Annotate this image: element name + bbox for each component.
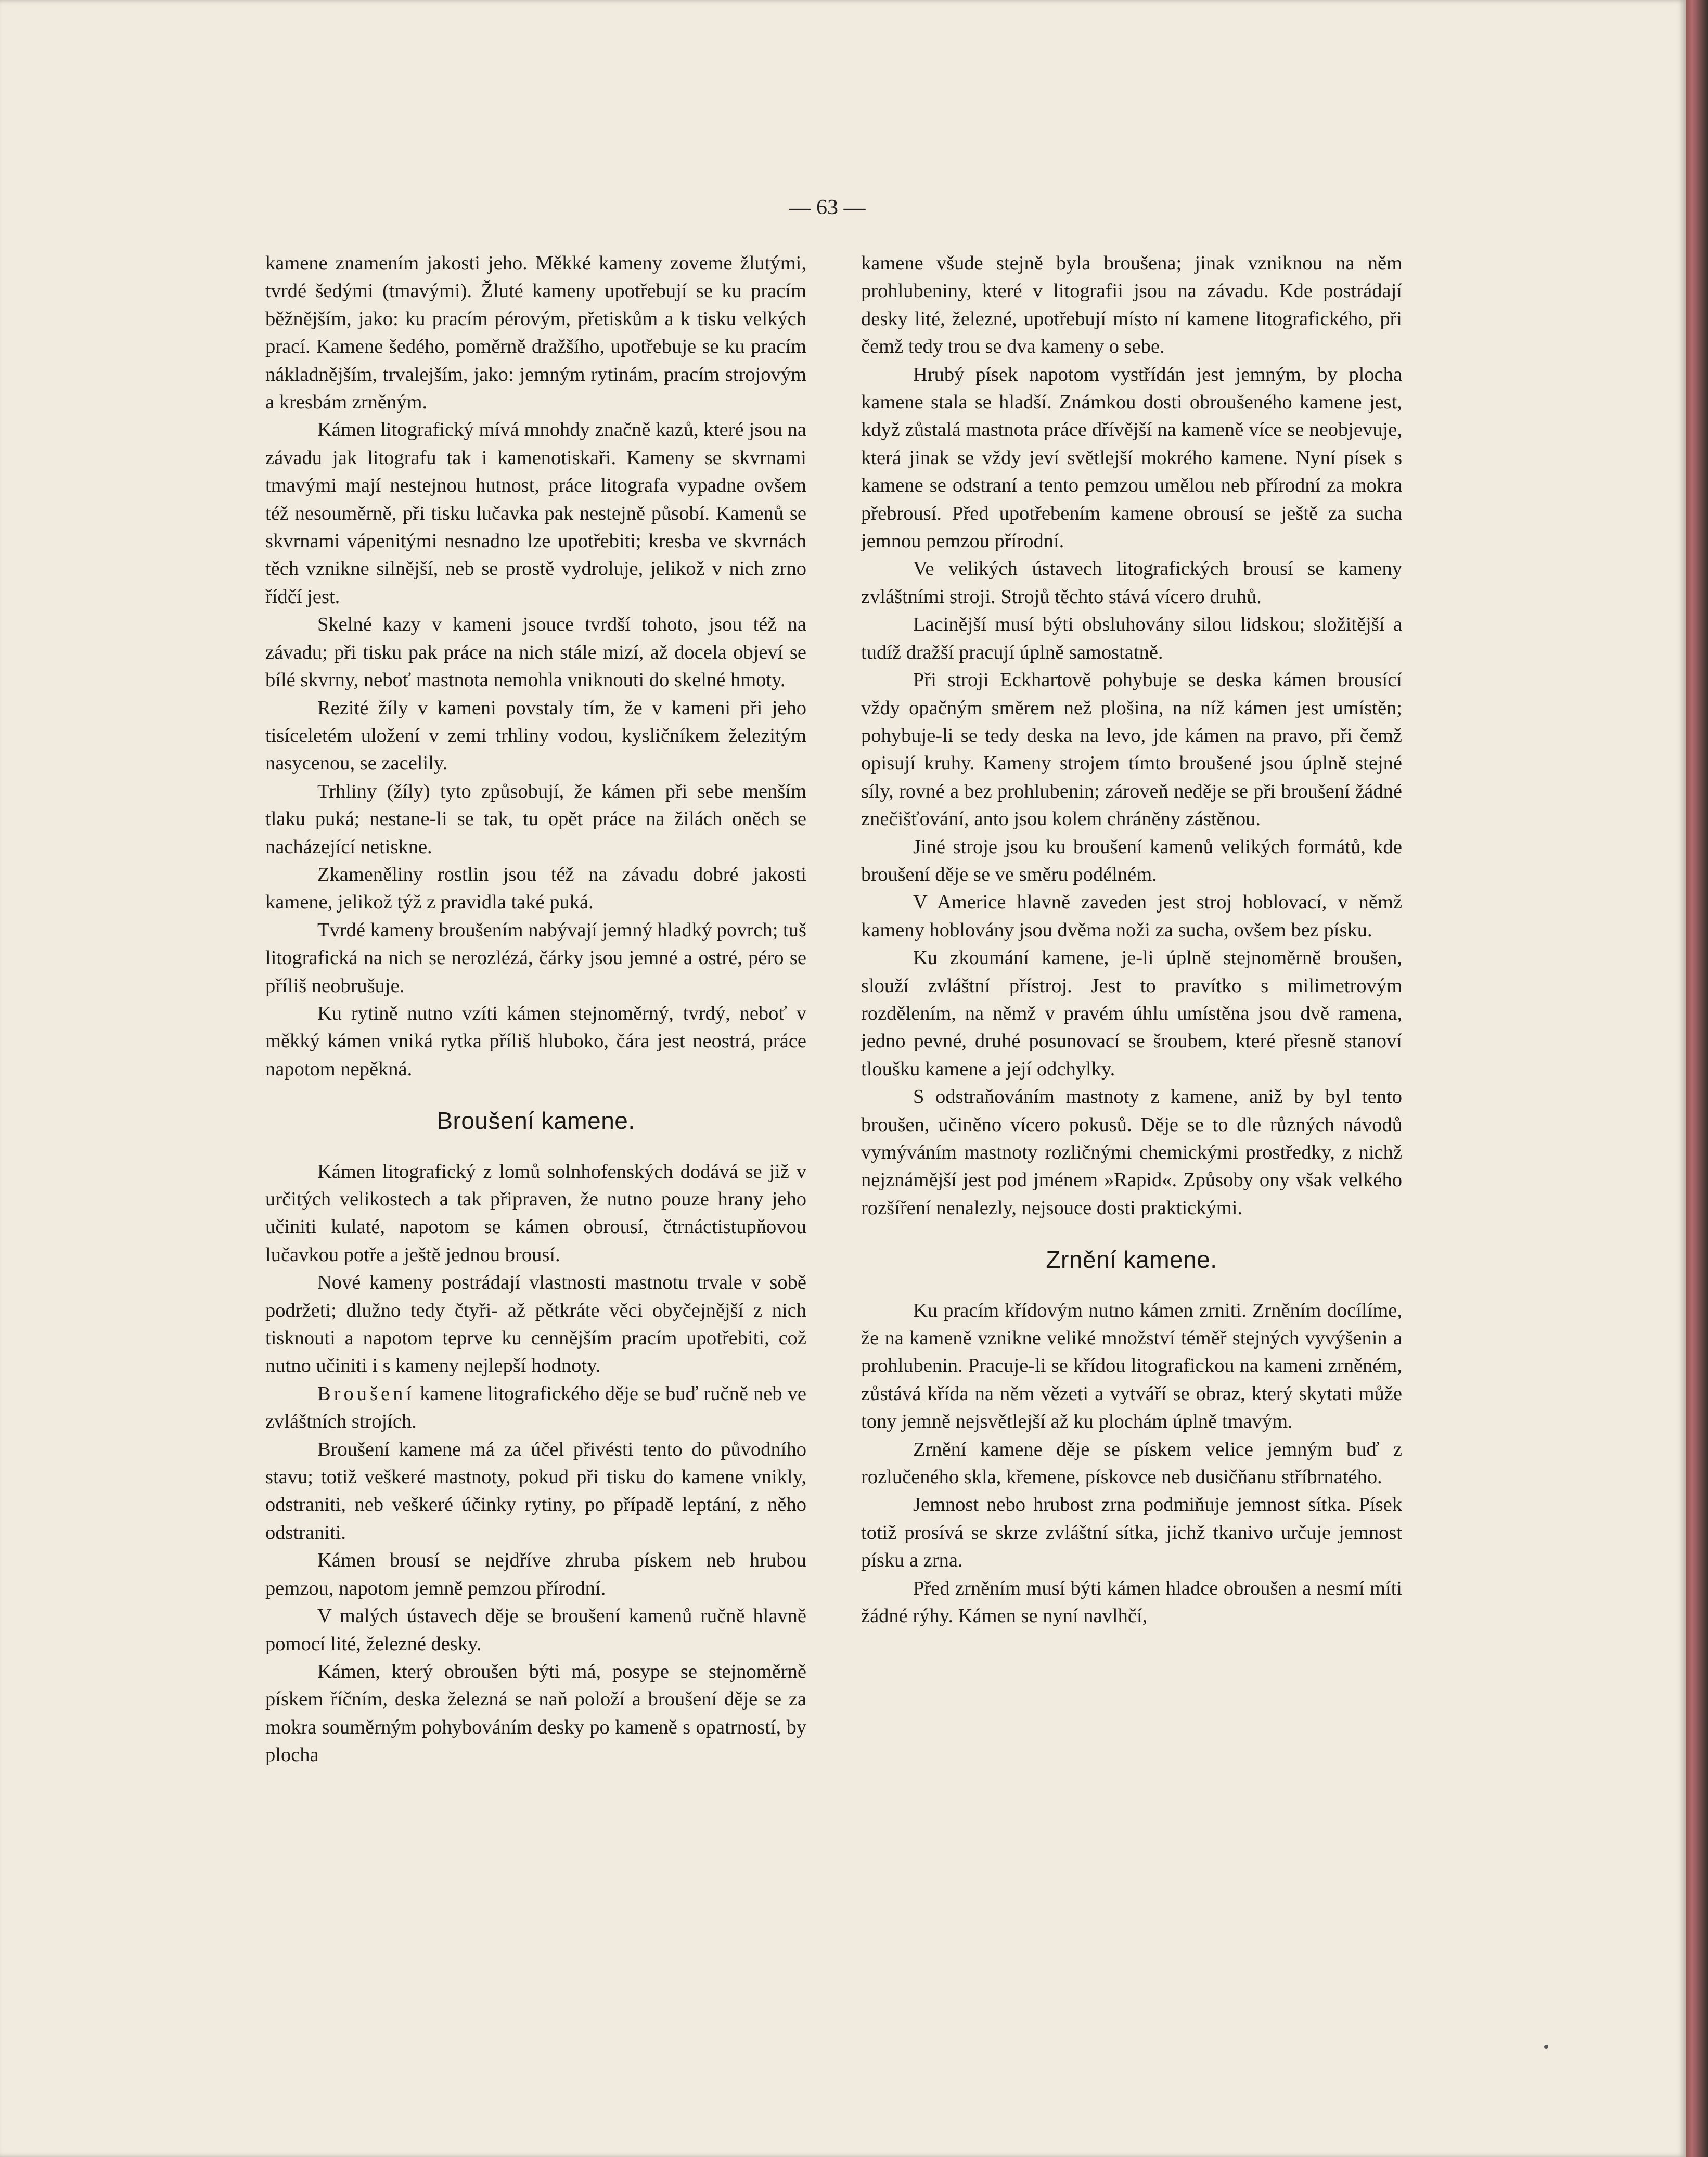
paragraph xyxy=(265,1380,806,1436)
paragraph-text: kamene litografického děje se buď ručně neb ve zvláštních strojích. xyxy=(265,1382,806,1433)
paragraph: kamene všude stejně byla broušena; jinak vzniknou na něm prohlubeniny, které v litografii jsou na závadu. Kde postrádají desky lité, železné, upotřebují místo ní kamene litografického, při čemž tedy trou se dva kameny o sebe. xyxy=(861,252,1402,358)
paragraph: Nové kameny postrádají vlastnosti mastnotu trvale v sobě podržeti; dlužno tedy čtyři- až pětkráte věci obyčejnější z nich tisknouti a napotom teprve ku cennějším pracím upotřebiti, což nutno učiniti i s kameny nejlepší hodnoty. xyxy=(265,1272,806,1377)
left-column xyxy=(265,250,806,1769)
spaced-term: Broušení xyxy=(317,1382,415,1405)
paragraph: Před zrněním musí býti kámen hladce obroušen a nesmí míti žádné rýhy. Kámen se nyní navlhčí, xyxy=(861,1577,1402,1627)
paragraph: Skelné kazy v kameni jsouce tvrdší tohoto, jsou též na závadu; při tisku pak práce na nich stále mizí, až docela objeví se bílé skvrny, neboť mastnota nemohla vniknouti do skelné hmoty. xyxy=(265,613,806,691)
paragraph: Jemnost nebo hrubost zrna podmiňuje jemnost sítka. Písek totiž prosívá se skrze zvláštní sítka, jichž tkanivo určuje jemnost písku a zrna. xyxy=(861,1494,1402,1572)
paragraph: Kámen brousí se nejdříve zhruba pískem neb hrubou pemzou, napotom jemně pemzou přírodní. xyxy=(265,1549,806,1599)
paragraph: Kámen litografický mívá mnohdy značně kazů, které jsou na závadu jak litografu tak i kamenotiskaři. Kameny se skvrnami tmavými mají nestejnou hutnost, práce litografa vypadne ovšem též nesouměrně, při tisku lučavka pak nestejně působí. Kamenů se skvrnami vápenitými nesnadno lze upotřebiti; kresba ve skvrnách těch vznikne silnější, neb se prostě vydroluje, jelikož v nich zrno řídčí jest. xyxy=(265,419,806,608)
paragraph: Lacinější musí býti obsluhovány silou lidskou; složitější a tudíž dražší pracují úplně samostatně. xyxy=(861,613,1402,663)
book-edge xyxy=(1686,0,1708,2157)
page-number: — 63 — xyxy=(789,196,866,220)
paragraph: Zkameněliny rostlin jsou též na závadu dobré jakosti kamene, jelikož týž z pravidla také puká. xyxy=(265,863,806,914)
paragraph: Ku rytině nutno vzíti kámen stejnoměrný, tvrdý, neboť v měkký kámen vniká rytka příliš hluboko, čára jest neostrá, práce napotom nepěkná. xyxy=(265,1002,806,1080)
section-heading: Broušení kamene. xyxy=(436,1107,635,1135)
right-column xyxy=(861,250,1402,1630)
paragraph: Hrubý písek napotom vystřídán jest jemným, by plocha kamene stala se hladší. Známkou dosti obroušeného kamene jest, když zůstalá mastnota práce dřívější na kameně více se neobjevuje, která jinak se vždy jeví světlejší mokrého kamene. Nyní písek s kamene se odstraní a tento pemzou umělou neb přírodní za mokra přebrousí. Před upotřebením kamene obrousí se ještě za sucha jemnou pemzou přírodní. xyxy=(861,363,1402,553)
paragraph: V Americe hlavně zaveden jest stroj hoblovací, v němž kameny hoblovány jsou dvěma noži za sucha, ovšem bez písku. xyxy=(861,891,1402,941)
paragraph: kamene znamením jakosti jeho. Měkké kameny zoveme žlutými, tvrdé šedými (tmavými). Žluté kameny upotřebují se ku pracím běžnějším, jako: ku pracím pérovým, přetiskům a k tisku velkých prací. Kamene šedého, poměrně dražšího, upotřebuje se ku pracím nákladnějším, trvalejším, jako: jemným rytinám, pracím strojovým a kresbám zrněným. xyxy=(265,252,806,414)
paragraph: Kámen, který obroušen býti má, posype se stejnoměrně pískem říčním, deska železná se naň položí a broušení děje se za mokra souměrným pohybováním desky po kameně s opatrností, by plocha xyxy=(265,1660,806,1766)
paragraph: Ku pracím křídovým nutno kámen zrniti. Zrněním docílíme, že na kameně vznikne veliké množství téměř stejných vyvýšenin a prohlubenin. Pracuje-li se křídou litografickou na kameni zrněném, zůstává křída na něm vězeti a vytváří se obraz, který skytati může tony jemně nejsvětlejší až ku plochám úplně tmavým. xyxy=(861,1299,1402,1433)
print-speck xyxy=(1544,2045,1548,2049)
paragraph: Broušení kamene má za účel přivésti tento do původního stavu; totiž veškeré mastnoty, pokud při tisku do kamene vnikly, odstraniti, neb veškeré účinky rytiny, po případě leptání, z něho odstraniti. xyxy=(265,1438,806,1544)
paragraph: Při stroji Eckhartově pohybuje se deska kámen brousící vždy opačným směrem než plošina, na níž kámen jest umístěn; pohybuje-li se tedy deska na levo, jde kámen na pravo, při čemž opisují kruhy. Kameny strojem tímto broušené jsou úplně stejné síly, rovné a bez prohlubenin; zároveň neděje se při broušení žádné znečišťování, anto jsou kolem chráněny zástěnou. xyxy=(861,669,1402,830)
paragraph: Ku zkoumání kamene, je-li úplně stejnoměrně broušen, slouží zvláštní přístroj. Jest to pravítko s milimetrovým rozdělením, na němž v pravém úhlu umístěna jsou dvě ramena, jedno pevné, druhé posunovací se šroubem, které přesně stanoví tloušku kamene a její odchylky. xyxy=(861,947,1402,1080)
paragraph: Ve velikých ústavech litografických brousí se kameny zvláštními stroji. Strojů těchto stává vícero druhů. xyxy=(861,558,1402,608)
paragraph: Zrnění kamene děje se pískem velice jemným buď z rozlučeného skla, křemene, pískovce neb dusičňanu stříbrnatého. xyxy=(861,1438,1402,1488)
paragraph: S odstraňováním mastnoty z kamene, aniž by byl tento broušen, učiněno vícero pokusů. Děje se to dle různých návodů vymýváním mastnoty rozličnými chemickými prostředky, z nichž nejznámější jest pod jménem »Rapid«. Způsoby ony však velkého rozšíření nenalezly, nejsouce dosti praktickými. xyxy=(861,1086,1402,1219)
paragraph: Rezité žíly v kameni povstaly tím, že v kameni při jeho tisíceletém uložení v zemi trhliny vodou, kysličníkem železitým nasycenou, se zacelily. xyxy=(265,697,806,775)
paragraph: V malých ústavech děje se broušení kamenů ručně hlavně pomocí lité, železné desky. xyxy=(265,1605,806,1655)
paragraph: Kámen litografický z lomů solnhofenských dodává se již v určitých velikostech a tak připraven, že nutno pouze hrany jeho učiniti kulaté, napotom se kámen obrousí, čtrnáctistupňovou lučavkou potře a ještě jednou brousí. xyxy=(265,1160,806,1266)
section-heading: Zrnění kamene. xyxy=(1046,1246,1217,1274)
paragraph: Trhliny (žíly) tyto způsobují, že kámen při sebe menším tlaku puká; nestane-li se tak, tu opět práce na žilách oněch se nacházející netiskne. xyxy=(265,780,806,858)
paragraph: Jiné stroje jsou ku broušení kamenů velikých formátů, kde broušení děje se ve směru podélném. xyxy=(861,836,1402,885)
paragraph: Tvrdé kameny broušením nabývají jemný hladký povrch; tuš litografická na nich se nerozlézá, čárky jsou jemné a ostré, péro se příliš neobrušuje. xyxy=(265,919,806,997)
